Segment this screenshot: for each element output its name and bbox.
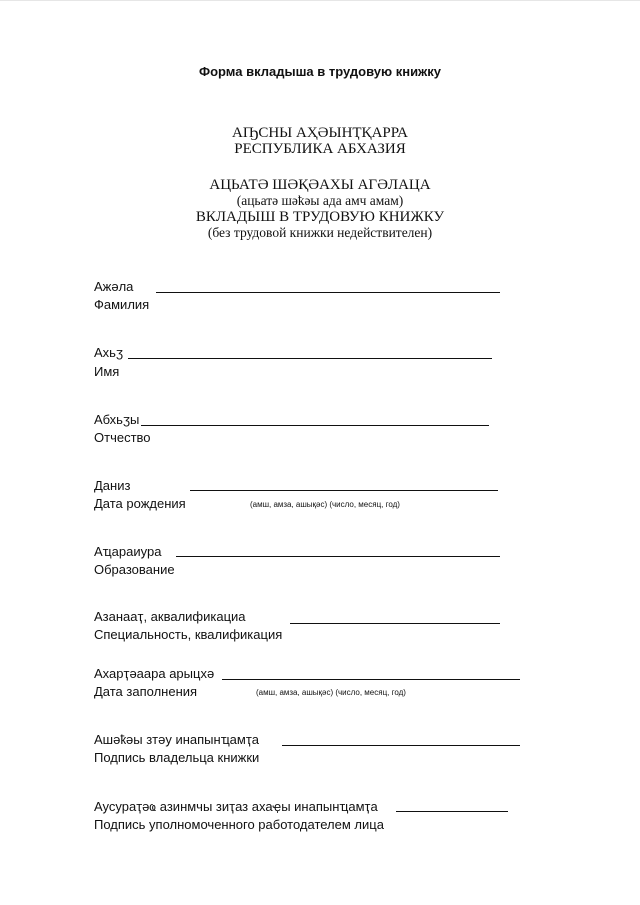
education-label-russian: Образование <box>94 562 175 577</box>
patronymic-label-russian: Отчество <box>94 430 151 445</box>
owner-signature-field[interactable] <box>282 745 520 746</box>
education-field[interactable] <box>176 556 500 557</box>
birth-date-label-abkhaz: Даниз <box>94 478 131 493</box>
name-label-russian: Имя <box>94 364 120 379</box>
speciality-label-russian: Специальность, квалификация <box>94 627 283 642</box>
insert-title-abkhaz: АЦЬАТӘ ШӘҚӘАХЫ АГӘЛАЦА <box>209 177 431 193</box>
education-label-abkhaz: Аҵараиура <box>94 544 162 559</box>
authorized-signature-field[interactable] <box>396 811 508 812</box>
owner-signature-label-abkhaz: Ашәҟәы зтәу инапынҵамҭа <box>94 732 260 747</box>
authorized-signature-label-abkhaz: Аусураҭәҩ азинмчы зиҭаз ахаҿы инапынҵамҭа <box>94 799 378 814</box>
surname-label-abkhaz: Ажәла <box>94 279 134 294</box>
country-name-abkhaz: АҦСНЫ АҲӘЫНҬҚАРРА <box>232 125 408 141</box>
speciality-field[interactable] <box>290 623 500 624</box>
birth-date-field[interactable] <box>190 490 498 491</box>
insert-title-russian: ВКЛАДЫШ В ТРУДОВУЮ КНИЖКУ <box>195 209 445 225</box>
fill-date-hint: (амш, амза, ашықәс) (число, месяц, год) <box>256 688 406 697</box>
authorized-signature-label-russian: Подпись уполномоченного работодателем лица <box>94 817 384 832</box>
owner-signature-label-russian: Подпись владельца книжки <box>94 750 260 765</box>
surname-label-russian: Фамилия <box>94 297 150 312</box>
fill-date-field[interactable] <box>222 679 520 680</box>
insert-note-abkhaz: (ацьатә шәҟәы ада амч амам) <box>236 193 404 208</box>
country-header <box>0 125 640 157</box>
fill-date-label-russian: Дата заполнения <box>94 684 198 699</box>
form-title: Форма вкладыша в трудовую книжку <box>198 64 442 79</box>
birth-date-hint: (амш, амза, ашықәс) (число, месяц, год) <box>250 500 400 509</box>
patronymic-field[interactable] <box>141 425 489 426</box>
name-field[interactable] <box>128 358 492 359</box>
birth-date-label-russian: Дата рождения <box>94 496 186 511</box>
insert-note-russian: (без трудовой книжки недействителен) <box>207 225 433 240</box>
name-label-abkhaz: Ахьӡ <box>94 345 124 360</box>
insert-header <box>0 177 640 241</box>
country-name-russian: РЕСПУБЛИКА АБХАЗИЯ <box>234 141 406 157</box>
surname-field[interactable] <box>156 292 500 293</box>
fill-date-label-abkhaz: Ахарҭәаара арыцхә <box>94 666 215 681</box>
patronymic-label-abkhaz: Абхьӡы <box>94 412 140 427</box>
speciality-label-abkhaz: Азанааҭ, аквалификациа <box>94 609 246 624</box>
